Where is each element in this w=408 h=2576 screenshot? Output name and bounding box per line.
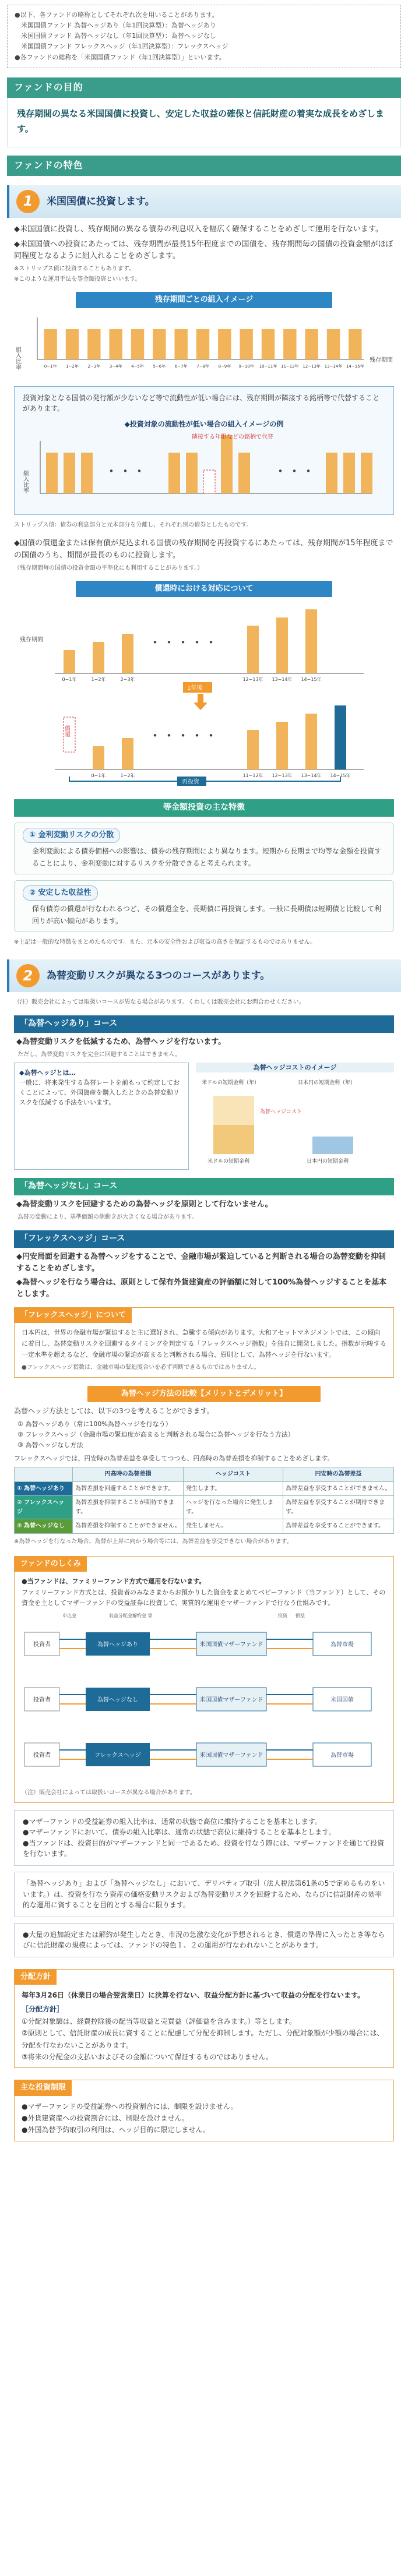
comparison-title: 為替ヘッジ方法の比較【メリットとデメリット】 [87,1386,321,1402]
ladder-chart-svg [14,312,394,376]
notes-box [14,1810,394,1866]
feature-1-title [7,185,401,218]
table-row [15,1481,394,1496]
note-line: ●以下、各ファンドの略称としてそれぞれ次を用いることがあります。 [15,11,219,19]
derivative-box [14,1872,394,1917]
notes-line: ●当ファンドは、投資目的がマザーファンドと同一であるため、投資を行なう際には、マザーファンドを通じて投資を行ないます。 [23,1839,385,1858]
ladder-bar [93,746,104,770]
notes-line: ●マザーファンドにおいて、債券の組入比率は、通常の状態で高位に維持することを基本とします。 [23,1828,336,1837]
table-cell: ① 為替ヘッジあり [15,1481,73,1496]
scheme-p2: ファミリーファンド方式とは、投資者のみなさまからお預かりした資金をまとめてベビーファンド（当ファンド）として、その資金を主としてマザーファンドの受益証券に投資して、実質的な運用をマザーファンドで行なう仕組みです。 [22,1588,386,1607]
derivative-text: 「為替ヘッジあり」および「為替ヘッジなし」において、デリバティブ取引（法人税法第61条の5で定めるものをいいます。）は、投資を行なう資産の価格変動リスクおよび為替変動リスクを回避するため、ならびに信託財産の効率的な運用に資することを目的とする場合に限ります。 [23,1879,385,1910]
note-line: ●各ファンドの総称を「米国国債ファンド（年1回決算型）」といいます。 [15,53,226,61]
ladder-tick: 12~13年 [242,677,263,683]
flow-label: 損益 [296,1612,305,1618]
notes-line: ●マザーファンドの受益証券の組入比率は、通常の状態で高位に維持することを基本とします。 [23,1817,322,1826]
table-cell: 発生します。 [184,1481,283,1496]
ladder-bar [283,329,296,359]
liquidity-bar [221,435,233,493]
top-notes [7,5,401,68]
distribution-item: ②原則として、信託財産の成長に資することに配慮して分配を抑制します。ただし、分配対象額が少額の場合には、分配を行なわないことがあります。 [22,2029,384,2049]
liquidity-bar [326,453,337,493]
redemption-chart [14,601,394,791]
fund-label: フレックスヘッジ [94,1752,141,1759]
redemption-banner: 償還時における対応について [76,581,332,597]
year-later-label: 1年後 [187,685,203,692]
ladder-bar [276,617,288,673]
liquidity-bar [46,453,58,493]
scheme-p1: ●当ファンドは、ファミリーファンド方式で運用を行ないます。 [22,1577,206,1585]
ladder-bar [247,730,259,770]
table-cell: 発生しません。 [184,1519,283,1534]
feature-1-paragraph: ◆米国国債への投資にあたっては、残存期間が最長15年程度までの国債を、残存期間毎の国債の投資金額がほぼ同程度となるように組入れることをめざします。 [14,239,393,261]
table-cell: ② フレックスヘッジ [15,1496,73,1519]
liquidity-box [14,386,394,515]
limits-item: ●外国為替予約取引の利用は、ヘッジ目的に限定しません。 [22,2126,210,2134]
limits-box [14,2080,394,2141]
flex-hedge-heading: 「フレックスヘッジ」について [15,1308,132,1323]
red-ylabel: 残存期間 [20,637,43,644]
liquidity-chart-svg [23,429,384,505]
reinvest-paragraph: ◆国債の償還金または保有債が見込まれる国債の残存期間を再投資するにあたっては、残存期間が15年程度までの国債のうち、期間が最長のものに投資します。 [14,539,393,560]
ladder-tick: 14~15年 [301,677,322,683]
mother-label: 米国国債マザーファンド [199,1641,263,1648]
ladder-tick: 12~13年 [272,773,293,779]
chart1-title: 残存期間ごとの組入イメージ [76,292,332,308]
features-heading: ファンドの特色 [7,156,401,176]
feature-title-text: 米国国債に投資します。 [47,195,155,207]
liquidity-bar [238,453,250,493]
hedge-cost-title: 為替ヘッジコストのイメージ [196,1063,394,1072]
ladder-bar [122,634,133,673]
comparison-table [14,1467,394,1534]
table-cell: ③ 為替ヘッジなし [15,1519,73,1534]
liquidity-text: 投資対象となる国債の発行額が少ないなど等で流動性が低い場合には、残存期間が隣接する銘柄等で代替することがあります。 [23,393,380,413]
feature-number: 1 [16,190,40,213]
mother-label: 米国国債マザーファンド [199,1752,263,1759]
reinvest-label: 再投資 [182,779,199,786]
distribution-heading: 分配方針 [15,1970,57,1985]
table-cell: 為替差損を回避することができます。 [73,1481,184,1496]
comparison-option: ③ 為替ヘッジなし方法 [17,1441,83,1449]
table-cell: 為替差益を享受することができません。 [283,1481,393,1496]
hedge-cost-label: 為替ヘッジコスト [260,1109,303,1116]
distribution-sub: ［分配方針］ [22,2005,64,2014]
course-text: ◆為替変動リスクを低減するため、為替ヘッジを行ないます。 [16,1037,226,1046]
liq-ylabel: 組入比率 [22,470,29,494]
limits-item: ●マザーファンドの受益証券への投資割合には、制限を設けません。 [22,2102,238,2111]
ladder-bar [64,650,75,673]
investor-label: 投資者 [33,1641,51,1648]
table-header [15,1467,73,1482]
jpy-label: 日本円の短期金利 [307,1159,349,1165]
flow-label: 申込金 [62,1612,76,1618]
ladder-tick: 11~12年 [242,773,263,779]
hedge-cost-bar [213,1096,254,1125]
liquidity-bar [186,453,198,493]
comparison-option: ① 為替ヘッジあり（常に100%為替ヘッジを行なう） [17,1420,172,1428]
table-cell: 為替差損を抑制することができません。 [73,1519,184,1534]
ladder-tick: 14~15年 [346,364,364,369]
ladder-tick: 1~2年 [120,773,135,779]
ladder-bar [305,609,317,673]
down-arrow-icon [194,694,207,710]
feature-box-1 [14,823,394,874]
ladder-bar [218,329,231,359]
distribution-text: 毎年3月26日（休業日の場合翌営業日）に決算を行ない、収益分配方針に基づいて収益の分配を行ないます。 [22,1991,365,2000]
hedge-explain-text [14,1063,189,1170]
ladder-bar [109,329,122,359]
liquidity-bar [168,453,180,493]
comparison-desc: フレックスヘッジでは、円安時の為替差益を享受してつつも、円高時の為替差損を抑制することをめざします。 [14,1455,334,1463]
redemption-svg [14,601,394,787]
ladder-tick: 9~10年 [238,364,254,369]
ladder-bar [153,329,166,359]
table-row [15,1519,394,1534]
ladder-bar [305,329,318,359]
flow-label: 収益分配金解約金 等 [109,1612,153,1618]
feature-2-title [7,959,401,992]
liq-note: 隣接する年限などの銘柄で代替 [192,434,273,441]
hedge-explain [14,1063,394,1170]
ellipsis-icon: ・・・・・ [148,728,218,744]
flow-label: 投資 [278,1612,287,1618]
feature-box-title: ① 金利変動リスクの分散 [23,828,120,843]
ladder-bar [262,329,275,359]
table-cell: ヘッジを行なった場合に発生します。 [184,1496,283,1519]
limits-item: ●外貨建資産への投資割合には、制限を設けません。 [22,2113,189,2122]
table-row [15,1496,394,1519]
market-label: 米国国債 [330,1696,354,1703]
ladder-tick: 11~12年 [280,364,299,369]
hedge-sub: ◆為替ヘッジとは… [19,1069,76,1077]
ladder-tick: 6~7年 [174,364,188,369]
limits-heading: 主な投資制限 [15,2080,72,2095]
hedge-cost-image [196,1063,394,1170]
liquidity-bar [203,470,215,493]
purpose-heading: ファンドの目的 [7,77,401,98]
ladder-bar [196,329,209,359]
table-cell: 為替差損を抑制することが期待できます。 [73,1496,184,1519]
ladder-bar [276,722,288,770]
comparison-option: ② フレックスヘッジ（金融市場の緊迫度が高まると判断される場合に為替ヘッジを行なう方法） [17,1431,294,1439]
hedge-cost-svg [196,1072,388,1166]
course-flex-heading: 「フレックスヘッジ」コース [14,1230,394,1248]
features-note: ※上記は一般的な特徴をまとめたものです。また、元本の安全性および収益の高さを保証するものではありません。 [14,938,316,945]
ladder-chart [14,312,394,380]
ladder-bar [44,329,57,359]
course-unhedged-heading: 「為替ヘッジなし」コース [14,1178,394,1195]
liquidity-bar [361,453,372,493]
table-cell: 為替差益を享受することが期待できます。 [283,1496,393,1519]
ellipsis-icon: ・・・・・ [148,634,218,651]
market-label: 為替市場 [330,1752,354,1759]
ladder-bar [66,329,79,359]
table-header: ヘッジコスト [184,1467,283,1482]
distribution-box [14,1969,394,2068]
ladder-tick: 1~2年 [66,364,79,369]
course-note: 為替の変動により、基準価額の値動きが大きくなる場合があります。 [17,1214,198,1221]
ladder-tick: 4~5年 [131,364,144,369]
ladder-tick: 12~13年 [303,364,321,369]
img-label: 米ドルの短期金利（年） [202,1080,260,1086]
ladder-xlabel: 残存期間 [370,357,393,364]
ladder-tick: 13~14年 [324,364,343,369]
note-line: 米国国債ファンド 為替ヘッジあり（年1回決算型）：為替ヘッジあり [15,22,216,30]
img-label: 日本円の短期金利（年） [298,1080,356,1086]
course-note: （注）販売会社によっては取扱いコースが異なる場合があります。くわしくは販売会社にお問合わせください。 [14,999,305,1006]
caution-text: ●大量の追加設定または解約が発生したとき、市況の急激な変化が予想されるとき、償還の準備に入ったとき等ならびに信託財産の規模によっては、ファンドの特色１、２の運用が行なわれないことがあります。 [23,1930,385,1950]
fund-label: 為替ヘッジなし [97,1696,138,1703]
market-label: 為替市場 [330,1641,354,1648]
investor-label: 投資者 [33,1696,51,1703]
ladder-tick: 1~2年 [91,677,106,683]
liquidity-bar [64,453,75,493]
note: ※ストリップス債に投資することもあります。 [14,266,135,273]
ladder-bar [247,626,259,673]
scheme-heading: ファンドのしくみ [15,1557,87,1572]
comparison-intro: 為替ヘッジ方法としては、以下の3つを考えることができます。 [14,1407,214,1416]
flex-hedge-note: ●フレックスヘッジ指数は、金融市場の緊迫度合いを必ず判断できるものではありません。 [22,1364,260,1371]
ladder-bar [305,714,317,770]
ladder-ylabel: 組入比率 [14,347,21,370]
comparison-note: ※為替ヘッジを行なった場合、為替が上昇に向かう場合等には、為替差益を享受できない場合があります。 [14,1538,293,1545]
course-hedged-heading: 「為替ヘッジあり」コース [14,1015,394,1033]
jpy-rate-bar [312,1137,353,1154]
redeemed-label: 償還 [63,725,70,737]
ladder-tick: 5~6年 [153,364,166,369]
course-text: ◆為替変動リスクを回避するための為替ヘッジを原則として行ないません。 [16,1200,273,1209]
note-line: 米国国債ファンド 為替ヘッジなし（年1回決算型）：為替ヘッジなし [15,32,216,40]
hedge-desc: 一般に、将来発生する為替レートを前もって約定しておくことによって、外国資産を購入したときの為替変動リスクを低減する手法をいいます。 [19,1079,180,1107]
scheme-svg [22,1609,383,1784]
note: ※このような運用手法を等金額投資といいます。 [14,276,141,283]
ladder-tick: 2~3年 [87,364,101,369]
liquidity-bar [343,453,355,493]
table-header: 円高時の為替差損 [73,1467,184,1482]
ladder-bar [87,329,100,359]
ladder-tick: 0~1年 [62,677,77,683]
feature-number: 2 [16,964,40,987]
course-note: ただし、為替変動リスクを完全に回避することはできません。 [17,1051,181,1058]
note-line: 米国国債ファンド フレックスヘッジ（年1回決算型）：フレックスヘッジ [15,43,228,51]
strips-note: ストリップス債：債券の利息部分と元本部分を分離し、それぞれ別の債券としたものです。 [14,521,252,528]
distribution-item: ③将来の分配金の支払いおよびその金額について保証するものではありません。 [22,2053,273,2062]
flex-hedge-text: 日本円は、世界の金融市場が緊迫すると主に選好され、急騰する傾向があります。大和アセットマネジメントでは、この傾向に着目し、為替変動リスクを回避するタイミングを判定する「フレックスヘッジ指数」を独自に開発しました。指数が示唆する一定水準を超えるなど、金融市場の緊迫が高まると判断される場合、原則として、為替ヘッジを行ないます。 [22,1329,386,1358]
ladder-tick: 3~4年 [109,364,122,369]
ladder-bar [93,642,104,673]
ladder-tick: 2~3年 [120,677,135,683]
usd-label: 米ドルの短期金利 [207,1159,250,1165]
ladder-tick: 13~14年 [272,677,293,683]
course-text: ◆為替ヘッジを行なう場合は、原則として保有外貨建資産の評価額に対して100%為替ヘッジすることを基本とします。 [16,1278,387,1298]
ladder-bar [327,329,340,359]
ladder-bar [335,705,346,770]
ladder-bar [349,329,361,359]
features-subheading: 等金額投資の主な特徴 [14,799,394,817]
ladder-bar [131,329,144,359]
feature-1-paragraph: ◆米国国債に投資し、残存期間の異なる債券の利息収入を幅広く確保することをめざして運用を行ないます。 [14,224,383,234]
ladder-tick: 0~1年 [44,364,57,369]
feature-box-2 [14,880,394,932]
scheme-note: （注）販売会社によっては取扱いコースが異なる場合があります。 [22,1789,196,1796]
purpose-text: 残存期間の異なる米国国債に投資し、安定した収益の確保と信託財産の着実な成長をめざします。 [7,98,401,148]
ellipsis-icon: ・・・ [273,463,315,480]
feature-box-title: ② 安定した収益性 [23,885,98,901]
caution-box [14,1923,394,1957]
liquidity-bar [81,453,93,493]
ladder-tick: 14~15年 [330,773,351,779]
feature-box-text: 保有債券の償還が行なわれるつど、その償還金を、長期債に再投資します。一般に長期債は短期債と比較して利回りが高い傾向があります。 [32,905,381,925]
ladder-tick: 10~11年 [259,364,277,369]
ellipsis-icon: ・・・ [104,463,146,480]
scheme-box [14,1556,394,1803]
investor-label: 投資者 [33,1752,51,1759]
ladder-tick: 7~8年 [196,364,209,369]
feature-title-text: 為替変動リスクが異なる3つのコースがあります。 [47,970,270,982]
ladder-bar [240,329,252,359]
fund-label: 為替ヘッジあり [97,1641,138,1648]
feature-box-text: 金利変動による債券価格への影響は、債券の残存期間により異なります。短期から長期まで均等な金額を投資することにより、金利変動に対するリスクを分散できると考えられます。 [32,847,382,867]
flex-hedge-box [14,1307,394,1378]
ladder-tick: 13~14年 [301,773,322,779]
liquidity-chart-title: ◆投資対象の流動性が低い場合の組入イメージの例 [124,419,284,428]
reinvest-note: （残存期間毎の国債の投資金額の平準化にも利用することがあります。） [14,564,203,571]
mother-label: 米国国債マザーファンド [199,1696,263,1703]
ladder-tick: 0~1年 [91,773,106,779]
ladder-bar [122,738,133,770]
ladder-bar [174,329,187,359]
distribution-item: ①分配対象額は、経費控除後の配当等収益と売買益（評価益を含みます。）等とします。 [22,2017,296,2025]
course-text: ◆円安局面を回避する為替ヘッジをすることで、金融市場が緊迫していると判断される場合の為替変動を抑制することをめざします。 [16,1252,386,1273]
ladder-tick: 8~9年 [218,364,231,369]
table-cell: 為替差益を享受することができます。 [283,1519,393,1534]
table-header: 円安時の為替差益 [283,1467,393,1482]
